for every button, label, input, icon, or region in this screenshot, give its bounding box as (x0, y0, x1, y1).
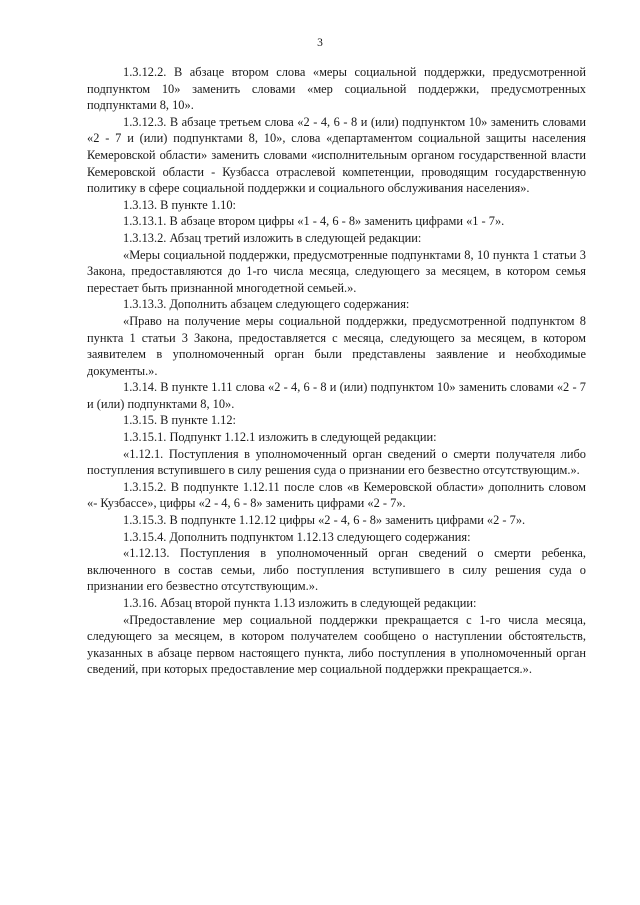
paragraph-1-3-15: 1.3.15. В пункте 1.12: (123, 413, 236, 428)
paragraph-1-3-13-1: 1.3.13.1. В абзаце втором цифры «1 - 4, 6 - 8» заменить цифрами «1 - 7». (123, 214, 505, 229)
quoted-paragraph-1-12-1: «1.12.1. Поступления в уполномоченный орган сведений о смерти получателя либо поступления вступившего в силу решения суда о признании его безвестно отсутствующим.». (87, 446, 586, 478)
paragraph-1-3-12-3: 1.3.12.3. В абзаце третьем слова «2 - 4, 6 - 8 и (или) подпунктом 10» заменить словами «2 - 7 и (или) подпунктами 8, 10», слова «департаментом социальной защиты населения Кемеровской области» заменить словами «исполнительным органом государственной власти Кемеровской области - Кузбасса отраслевой компетенции, проводящим государственную политику в сфере социальной поддержки и социального обслуживания населения». (87, 114, 586, 196)
paragraph-1-3-15-2: 1.3.15.2. В подпункте 1.12.11 после слов «в Кемеровской области» дополнить словом «- Кузбассе», цифры «2 - 4, 6 - 8» заменить цифрами «2 - 7». (87, 479, 586, 511)
paragraph-1-3-15-4: 1.3.15.4. Дополнить подпунктом 1.12.13 следующего содержания: (123, 529, 471, 544)
paragraph-1-3-15-1: 1.3.15.1. Подпункт 1.12.1 изложить в следующей редакции: (123, 430, 437, 445)
paragraph-1-3-16: 1.3.16. Абзац второй пункта 1.13 изложить в следующей редакции: (123, 596, 477, 610)
paragraph-1-3-13: 1.3.13. В пункте 1.10: (123, 197, 236, 212)
page-number: 3 (317, 37, 323, 49)
quoted-paragraph-1-12-13: «1.12.13. Поступления в уполномоченный орган сведений о смерти ребенка, включенного в состав семьи, либо поступления вступившего в силу решения суда о признании его безвестно отсутствующим.». (87, 546, 586, 594)
paragraph-1-3-12-2: 1.3.12.2. В абзаце втором слова «меры социальной поддержки, предусмотренной подпунктом 10» заменить словами «мер социальной поддержки, предусмотренных подпунктами 8, 10». (87, 65, 586, 113)
document-body (87, 64, 586, 678)
paragraph-1-3-13-3: 1.3.13.3. Дополнить абзацем следующего содержания: (123, 297, 410, 312)
quoted-paragraph-termination: «Предоставление мер социальной поддержки прекращается с 1-го числа месяца, следующего за месяцем, в котором получателем сообщено о наступлении обстоятельств, указанных в абзаце первом настоящего пункта, либо поступления в уполномоченный орган сведений, при которых предоставление мер социальной поддержки прекращается.». (87, 612, 586, 677)
paragraph-1-3-13-2: 1.3.13.2. Абзац третий изложить в следующей редакции: (123, 230, 422, 245)
quoted-paragraph-measures: «Меры социальной поддержки, предусмотренные подпунктами 8, 10 пункта 1 статьи 3 Закона, предоставляются до 1-го числа месяца, следующего за месяцем, в котором семья перестает быть признанной многодетной семьей.». (87, 247, 586, 295)
paragraph-1-3-14: 1.3.14. В пункте 1.11 слова «2 - 4, 6 - 8 и (или) подпунктом 10» заменить словами «2 - 7 и (или) подпунктами 8, 10». (87, 380, 586, 411)
paragraph-1-3-15-3: 1.3.15.3. В подпункте 1.12.12 цифры «2 - 4, 6 - 8» заменить цифрами «2 - 7». (123, 513, 526, 528)
quoted-paragraph-right: «Право на получение меры социальной поддержки, предусмотренной подпунктом 8 пункта 1 статьи 3 Закона, предоставляется с месяца, следующего за месяцем, в котором заявителем в уполномоченный орган были представлены заявление и необходимые документы.». (87, 313, 586, 378)
